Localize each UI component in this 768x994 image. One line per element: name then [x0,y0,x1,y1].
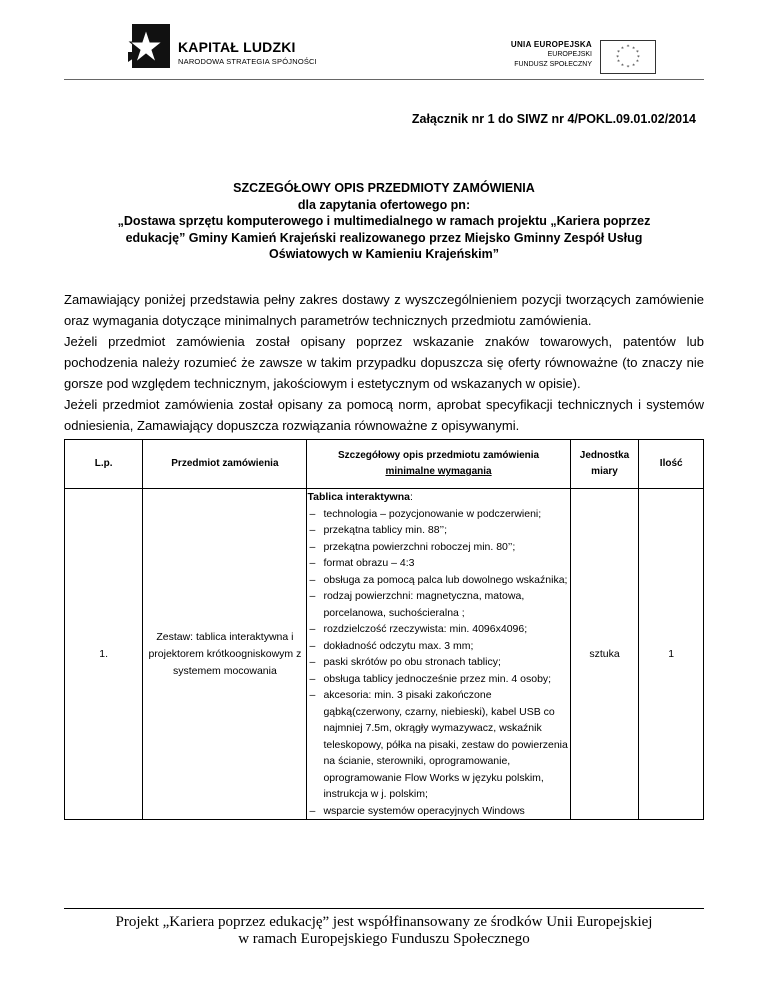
svg-text:*: * [616,54,620,61]
requirement-item: – technologia – pozycjonowanie w podczerwieni; [307,506,569,523]
intro-text [64,289,704,436]
specification-table [64,439,704,820]
requirement-item: – akcesoria: min. 3 pisaki zakończone gąbką(czerwony, czarny, niebieski), kabel USB co najmniej 7.5m, okrągły wymazywacz, wskaźnik teleskopowy, półka na pisaki, zestaw do powierzenia na ścianie, sterowniki, oprogramowanie, oprogramowanie Flow Works w języku polskim, instrukcja w j. polskim; [307,687,569,803]
title-line-1: SZCZEGÓŁOWY OPIS PRZEDMIOTY ZAMÓWIENIA [233,181,535,195]
requirement-item: – format obrazu – 4:3 [307,555,569,572]
annex-reference: Załącznik nr 1 do SIWZ nr 4/POKL.09.01.02/2014 [411,112,696,126]
kapital-ludzki-logo [128,22,338,70]
eu-label-union: UNIA EUROPEJSKA [510,40,592,49]
header-quantity: Ilość [639,440,704,489]
svg-text:*: * [632,63,636,70]
header-unit-line-2: miary [591,466,618,477]
header-unit-line-1: Jednostka [579,450,630,461]
row-item-name: Zestaw: tablica interaktywna i projektorem krótkoogniskowym z systemem mocowania [143,489,307,820]
intro-paragraph-2: Jeżeli przedmiot zamówienia został opisany poprzez wskazanie znaków towarowych, patentów lub pochodzenia należy rozumieć że zawsze w takim przypadku dopuszcza się oferty równoważne (to znaczy nie gorsze pod względem technicznym, jakościowym i estetycznym od wskazanych w opisie). [64,334,704,391]
header-unit [570,440,639,489]
kapital-ludzki-title: KAPITAŁ LUDZKI [178,39,296,55]
eu-label-fund-1: EUROPEJSKI [547,51,592,58]
row-quantity: 1 [639,489,704,820]
intro-paragraph-3: Jeżeli przedmiot zamówienia został opisany za pomocą norm, aprobat specyfikacji technicznych i systemów odniesienia, Zamawiający dopuszcza rozwiązania równoważne z opisywanymi. [64,397,704,433]
svg-text:*: * [636,50,639,57]
page-footer [64,914,704,948]
requirements-list [307,506,569,820]
requirement-item: – obsługa tablicy jednocześnie przez min. 4 osoby; [307,671,569,688]
requirement-item: – przekątna tablicy min. 88’’; [307,522,569,539]
title-line-2: dla zapytania ofertowego pn: [297,197,471,212]
svg-text:*: * [636,59,639,66]
document-title [64,180,704,263]
header-lp: L.p. [65,440,143,489]
svg-text:*: * [620,63,624,70]
svg-text:*: * [626,65,630,72]
requirement-item: – rozdzielczość rzeczywista: min. 4096x4096; [307,621,569,638]
eu-logo [500,40,660,74]
table-header-row [65,440,704,489]
eu-flag-icon [600,40,656,74]
requirement-item: – wsparcie systemów operacyjnych Windows [307,803,569,820]
svg-text:*: * [617,59,620,66]
requirement-item: – dokładność odczytu max. 3 mm; [307,638,569,655]
requirement-item: – paski skrótów po obu stronach tablicy; [307,654,569,671]
footer-line-2: w ramach Europejskiego Funduszu Społecznego [238,931,530,947]
footer-line-1: Projekt „Kariera poprzez edukację” jest współfinansowany ze środków Unii Europejskiej [115,914,653,930]
svg-text:*: * [626,44,630,51]
kapital-ludzki-subtitle: NARODOWA STRATEGIA SPÓJNOŚCI [178,57,317,66]
title-line-5: Oświatowych w Kamieniu Krajeńskim” [269,247,499,261]
footer-divider [64,908,704,909]
header-description-line-2: minimalne wymagania [385,466,492,477]
svg-text:*: * [617,50,620,57]
requirement-item: – obsługa za pomocą palca lub dowolnego wskaźnika; [307,572,569,589]
requirement-item: – przekątna powierzchni roboczej min. 80’’; [307,539,569,556]
kapital-ludzki-star-icon [128,22,172,70]
header-description-line-1: Szczegółowy opis przedmiotu zamówienia [337,450,540,461]
eu-label-fund-2: FUNDUSZ SPOŁECZNY [514,61,592,68]
header-name: Przedmiot zamówienia [143,440,307,489]
row-unit: sztuka [570,489,639,820]
intro-paragraph-1: Zamawiający poniżej przedstawia pełny zakres dostawy z wyszczególnieniem pozycji tworzących zamówienie oraz wymagania dotyczące minimalnych parametrów technicznych przedmiotu zamówienia. [64,292,704,328]
page-header [0,0,768,80]
title-line-4: edukację” Gminy Kamień Krajeński realizowanego przez Miejsko Gminny Zespół Usług [125,230,643,245]
svg-text:*: * [620,46,624,53]
description-heading: Tablica interaktywna: [307,491,413,503]
header-divider [64,79,704,80]
row-description [307,489,570,820]
header-description [307,440,570,489]
svg-text:*: * [632,46,636,53]
row-lp: 1. [65,489,143,820]
table-row [65,489,704,820]
svg-text:*: * [636,54,640,61]
title-line-3: „Dostawa sprzętu komputerowego i multimedialnego w ramach projektu „Kariera poprzez [117,214,651,228]
requirement-item: – rodzaj powierzchni: magnetyczna, matowa, porcelanowa, suchościeralna ; [307,588,569,621]
